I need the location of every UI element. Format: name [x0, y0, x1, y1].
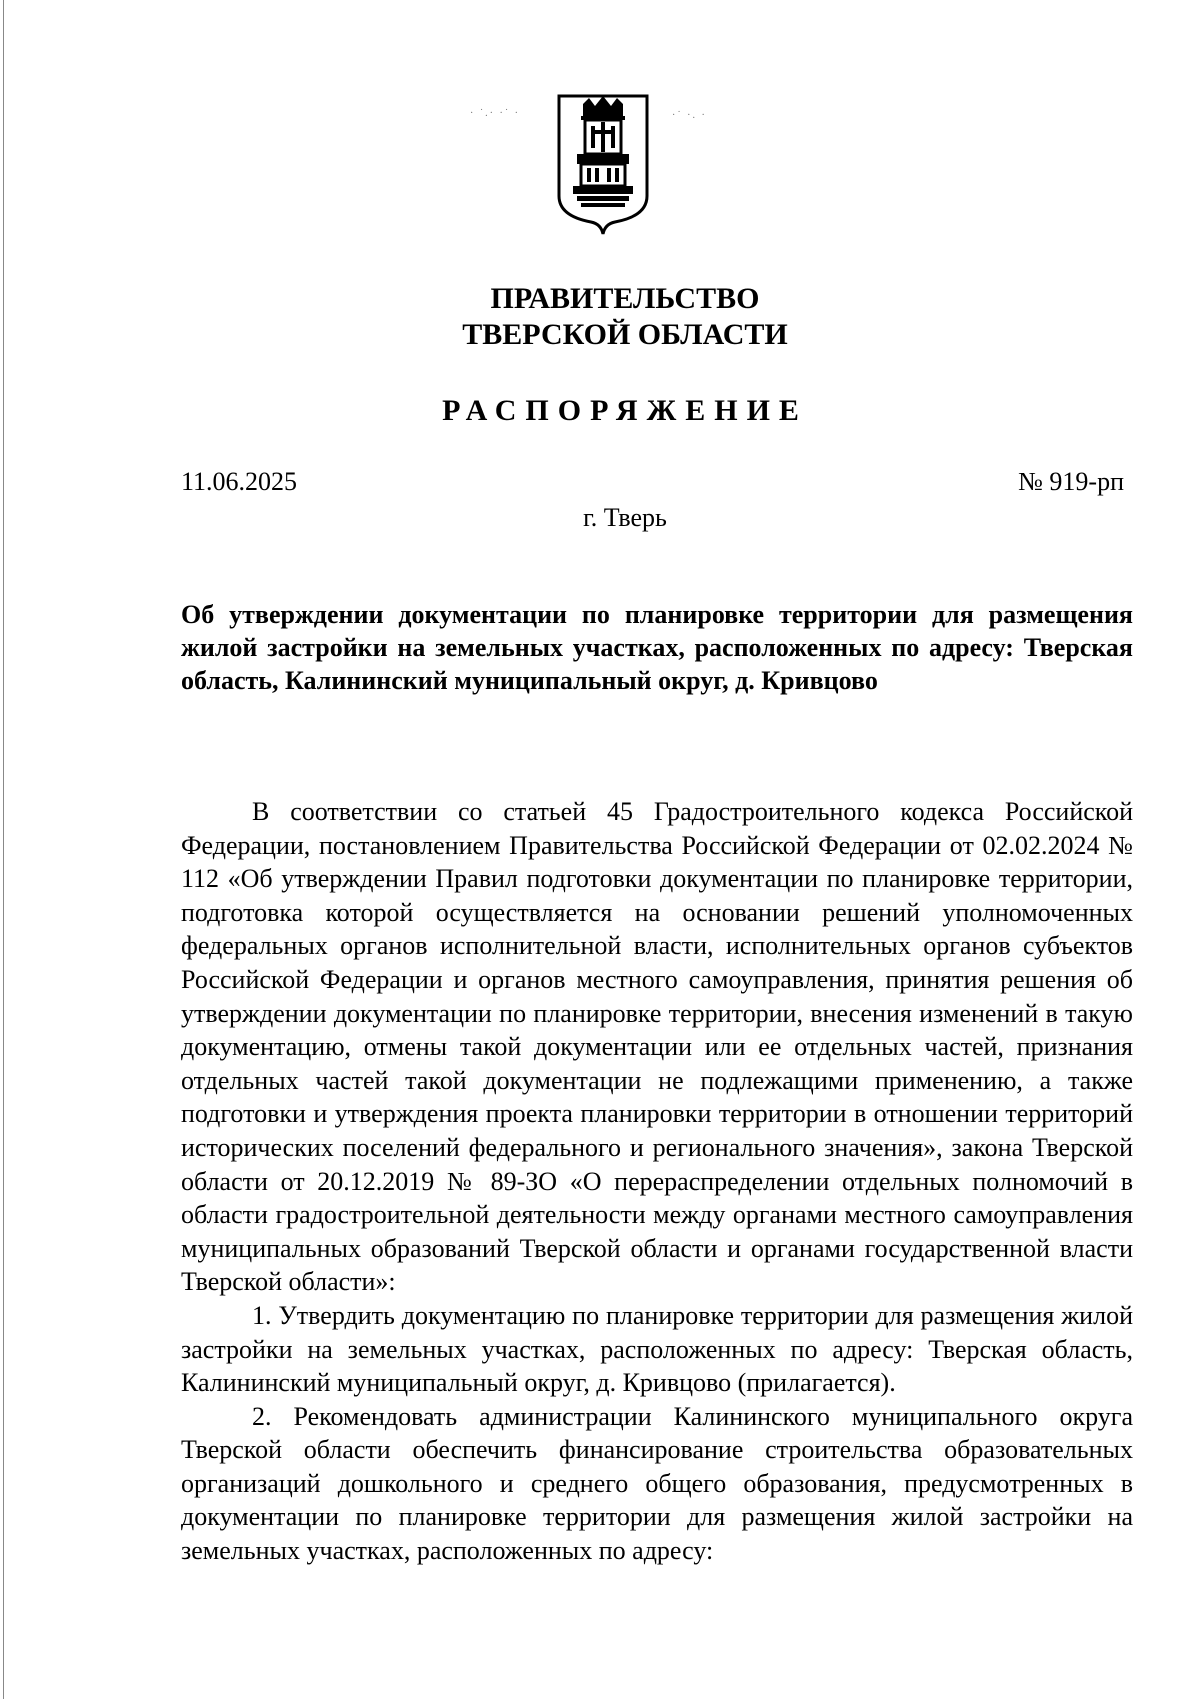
coat-of-arms-emblem	[555, 92, 651, 236]
document-body	[181, 795, 1133, 1568]
document-date: 11.06.2025	[181, 467, 298, 496]
body-preamble-paragraph: В соответствии со статьей 45 Градостроительного кодекса Российской Федерации, постановлением Правительства Российской Федерации от 02.02.2024 № 112 «Об утверждении Правил подготовки документации по планировке территории, подготовка которой осуществляется на основании решений уполномоченных федеральных органов исполнительной власти, исполнительных органов субъектов Российской Федерации и органов местного самоуправления, принятия решения об утверждении документации по планировке территории, внесения изменений в такую документацию, отмены такой документации или ее отдельных частей, признания отдельных частей такой документации не подлежащими применению, а также подготовки и утверждения проекта планировки территории в отношении территорий исторических поселений федерального и регионального значения», закона Тверской области от 20.12.2019 № 89-ЗО «О перераспределении отдельных полномочий в области градостроительной деятельности между органами местного самоуправления муниципальных образований Тверской области и органами государственной власти Тверской области»:	[181, 797, 1133, 1297]
body-item-2-paragraph: 2. Рекомендовать администрации Калининского муниципального округа Тверской области обеспечить финансирование строительства образовательных организаций дошкольного и среднего общего образования, предусмотренных в документации по планировке территории для размещения жилой застройки на земельных участках, расположенных по адресу:	[181, 1401, 1133, 1566]
body-item-1-paragraph: 1. Утвердить документацию по планировке территории для размещения жилой застройки на земельных участках, расположенных по адресу: Тверская область, Калининский муниципальный округ, д. Кривцово (прилагается).	[181, 1300, 1133, 1398]
scan-speckle: · ˙.· ·˙ ·	[470, 108, 520, 119]
document-type-title: РАСПОРЯЖЕНИЕ	[442, 394, 808, 427]
document-city: г. Тверь	[583, 503, 667, 532]
tver-coat-of-arms-icon	[555, 92, 651, 236]
organization-name-line1: ПРАВИТЕЛЬСТВО	[490, 282, 760, 315]
document-number: № 919-рп	[1018, 467, 1124, 496]
organization-name-line2: ТВЕРСКОЙ ОБЛАСТИ	[462, 318, 788, 351]
scan-speckle: ·˙ ·. ·	[672, 110, 707, 121]
scan-edge-line	[3, 0, 4, 1699]
document-subject: Об утверждении документации по планировке территории для размещения жилой застройки на земельных участках, расположенных по адресу: Тверская область, Калининский муниципальный округ, д. Кривцово	[181, 600, 1133, 695]
